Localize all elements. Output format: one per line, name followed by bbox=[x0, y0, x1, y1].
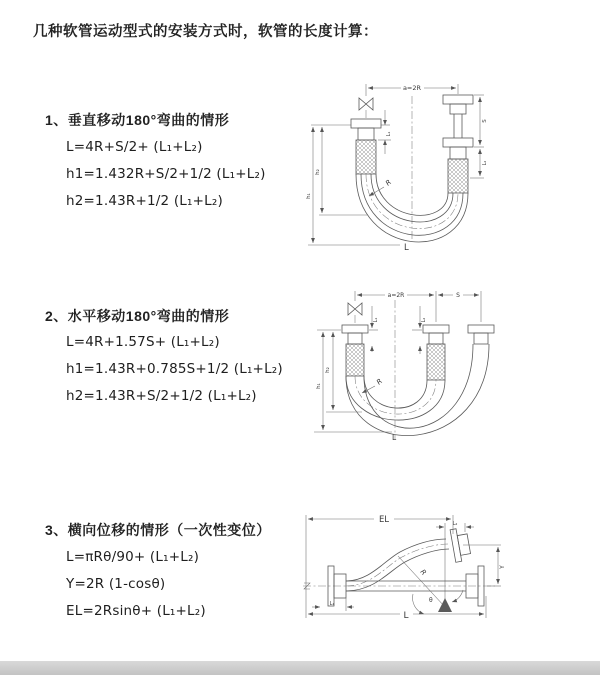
section-2-formula-h2: h2=1.43R+S/2+1/2 (L₁+L₂) bbox=[66, 388, 257, 404]
radius-label: R bbox=[375, 377, 385, 387]
dim-h2-label: h₂ bbox=[325, 367, 331, 373]
dim-l1-label: L₁ bbox=[329, 601, 335, 607]
radius-label: R bbox=[418, 567, 428, 577]
section-3-formula-l: L=πRθ/90+ (L₁+L₂) bbox=[66, 549, 200, 565]
left-fitting bbox=[311, 119, 390, 174]
dim-y-label: Y bbox=[499, 565, 506, 569]
dim-l2 bbox=[436, 521, 474, 610]
section-2-formula-l: L=4R+1.57S+ (L₁+L₂) bbox=[66, 334, 220, 350]
dim-a2r-label: a=2R bbox=[387, 292, 405, 299]
dim-y bbox=[463, 545, 506, 586]
theta-label: θ bbox=[429, 597, 433, 604]
dim-l bbox=[308, 596, 486, 621]
dim-s-label: S bbox=[456, 292, 460, 299]
radius-angle bbox=[398, 556, 463, 614]
dim-a2r-label: a=2R bbox=[402, 84, 422, 92]
section-1-formula-h2: h2=1.43R+1/2 (L₁+L₂) bbox=[66, 193, 223, 209]
dim-l1 bbox=[378, 110, 392, 154]
dim-h1-label: h₁ bbox=[306, 193, 312, 199]
valve-icon bbox=[348, 303, 362, 323]
radius-label: R bbox=[384, 178, 394, 188]
dim-el-label: EL bbox=[378, 515, 390, 525]
section-3-formula-el: EL=2Rsinθ+ (L₁+L₂) bbox=[66, 603, 206, 619]
section-1-formula-l: L=4R+S/2+ (L₁+L₂) bbox=[66, 139, 203, 155]
valve-icon bbox=[359, 98, 373, 118]
dim-l1-label: L₁ bbox=[373, 317, 379, 323]
dim-a2r-s bbox=[355, 290, 481, 322]
dim-l2-label: L₂ bbox=[421, 317, 427, 323]
dim-l2-label: L₂ bbox=[452, 521, 458, 527]
length-label: L bbox=[404, 243, 409, 253]
dim-l1 bbox=[372, 306, 379, 352]
section-1-formula-h1: h1=1.432R+S/2+1/2 (L₁+L₂) bbox=[66, 166, 266, 182]
dim-l1-label: L₁ bbox=[386, 131, 392, 137]
hose-s-curve bbox=[346, 539, 449, 591]
dim-s-label: S bbox=[482, 119, 488, 123]
dim-h bbox=[306, 127, 400, 245]
diagram-2-horizontal-movement bbox=[312, 286, 502, 448]
section-2-heading: 2、水平移动180°弯曲的情形 bbox=[45, 308, 230, 324]
dim-s-l2 bbox=[470, 95, 488, 178]
section-2-formula-h1: h1=1.43R+0.785S+1/2 (L₁+L₂) bbox=[66, 361, 283, 377]
section-3-heading: 3、横向位移的情形（一次性变位） bbox=[45, 522, 271, 538]
upper-flange bbox=[450, 527, 471, 562]
section-3-formula-y: Y=2R (1-cosθ) bbox=[66, 576, 166, 592]
dim-l-label: L bbox=[403, 611, 409, 621]
dim-a2r bbox=[366, 83, 458, 96]
right-fitting bbox=[468, 325, 494, 344]
section-1-heading: 1、垂直移动180°弯曲的情形 bbox=[45, 112, 230, 128]
middle-fitting bbox=[412, 325, 449, 380]
diagram-1-vertical-movement bbox=[300, 78, 495, 256]
dim-h1-label: h₁ bbox=[316, 383, 322, 389]
page-edge-shadow bbox=[0, 661, 600, 675]
dim-h2-label: h₂ bbox=[315, 169, 321, 175]
page-title: 几种软管运动型式的安装方式时，软管的长度计算： bbox=[33, 24, 378, 40]
right-fitting bbox=[443, 95, 473, 193]
diagram-3-lateral-displacement bbox=[298, 510, 510, 632]
dim-l1 bbox=[312, 598, 354, 611]
dim-l2-label: L₂ bbox=[482, 160, 488, 166]
length-label: L bbox=[392, 433, 397, 442]
